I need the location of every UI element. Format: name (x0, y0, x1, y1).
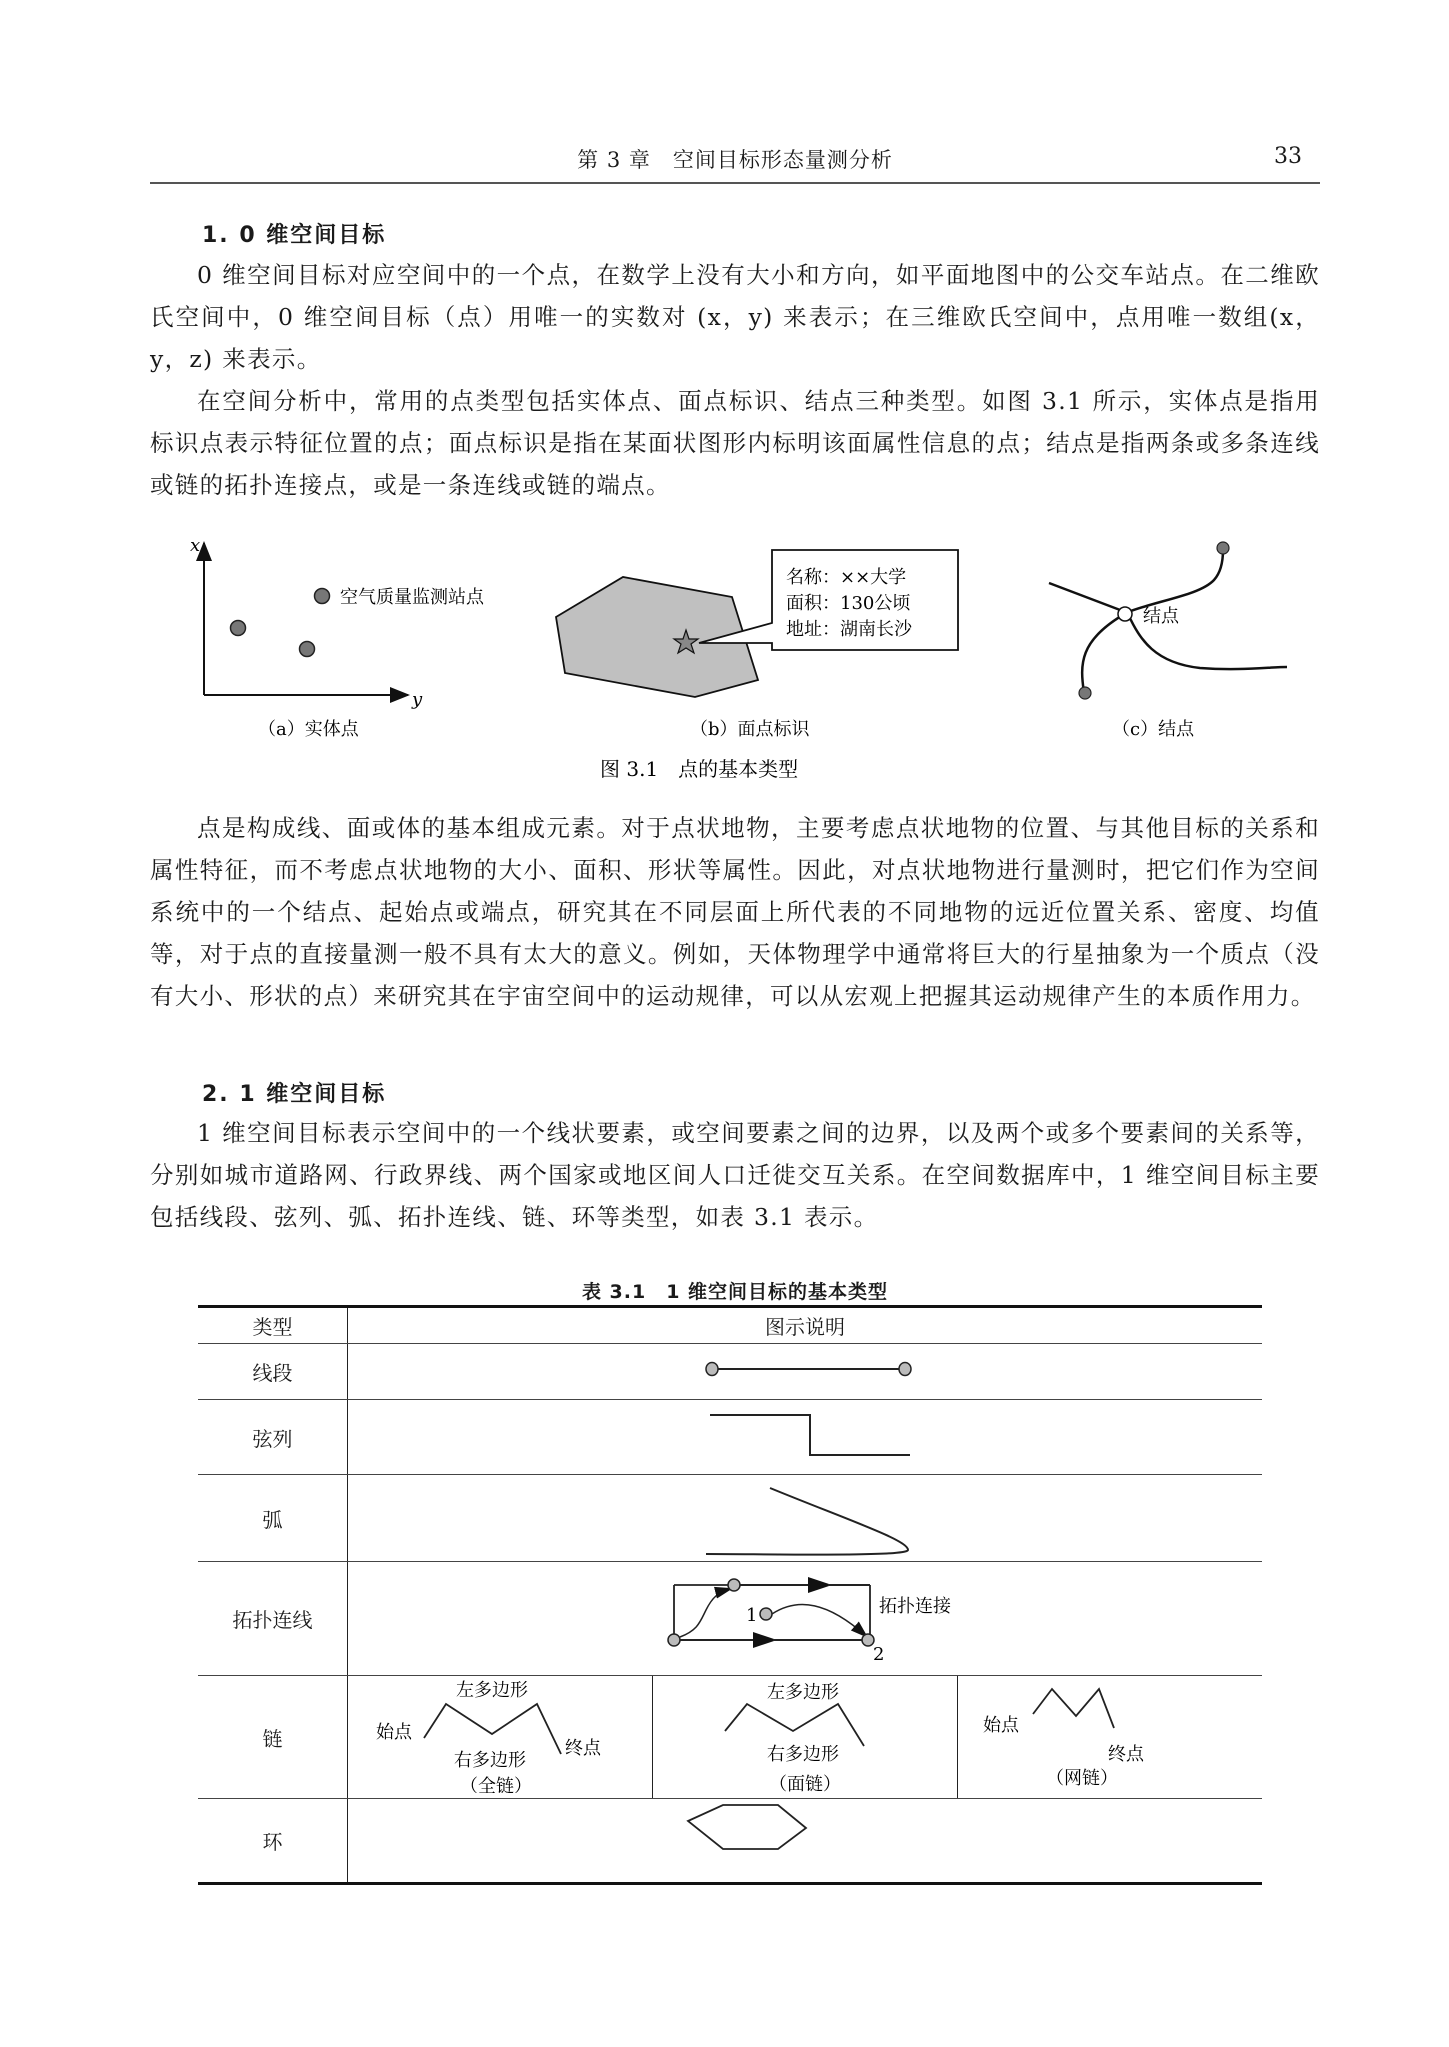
area-chain-graphic (653, 1676, 957, 1793)
ring-graphic (348, 1799, 1262, 1877)
info-area: 面积：130公顷 (786, 593, 911, 614)
left-polygon-label: 左多边形 (456, 1680, 528, 1701)
ring-illustration (348, 1799, 1263, 1884)
end-label: 终点 (565, 1738, 601, 1759)
network-chain-graphic (958, 1676, 1262, 1793)
table-row (198, 1562, 1262, 1676)
paragraph-point-types: 在空间分析中，常用的点类型包括实体点、面点标识、结点三种类型。如图 3.1 所示，实体点是指用标识点表示特征位置的点；面点标识是指在某面状图形内标明该面属性信息的点；结点是指两条或多条连线或链的拓扑连接点，或是一条连线或链的端点。 (150, 387, 1320, 499)
string-illustration (348, 1400, 1263, 1475)
panel-b-area-label-point (556, 550, 958, 781)
table-3-1 (198, 1305, 1262, 1885)
running-head (150, 140, 1320, 184)
figure-3-1-graphic (150, 535, 1320, 790)
start-label: 始点 (983, 1715, 1019, 1736)
row-type: 拓扑连线 (198, 1562, 348, 1676)
topological-link-graphic (348, 1562, 1262, 1670)
arc-graphic (348, 1475, 1262, 1556)
complete-chain-graphic (348, 1676, 652, 1793)
node-label: 结点 (1143, 606, 1179, 627)
line (1049, 583, 1128, 613)
network-chain-illustration (958, 1676, 1263, 1799)
legend-label: 空气质量监测站点 (340, 587, 484, 608)
end-point (1217, 542, 1229, 554)
row-type: 弦列 (198, 1400, 348, 1475)
right-polygon-label: 右多边形 (454, 1750, 526, 1771)
node-circle (1118, 607, 1132, 621)
y-axis-label: y (412, 689, 423, 710)
row-type: 线段 (198, 1344, 348, 1400)
area-chain-label: （面链） (769, 1774, 841, 1793)
table-row (198, 1676, 1262, 1799)
figure-caption: 图 3.1 点的基本类型 (600, 757, 799, 781)
info-address: 地址：湖南长沙 (786, 619, 912, 640)
table-header-row (198, 1307, 1262, 1344)
topological-link-illustration (348, 1562, 1263, 1676)
table-row (198, 1344, 1262, 1400)
panel-b-label: （b）面点标识 (690, 719, 810, 740)
line-segment-illustration (348, 1344, 1263, 1400)
end-node (899, 1363, 911, 1376)
complete-chain-label: （全链） (460, 1776, 532, 1793)
table-row (198, 1475, 1262, 1562)
end-point (1079, 687, 1091, 699)
header-illustration: 图示说明 (348, 1307, 1263, 1344)
chapter-title: 第 3 章 空间目标形态量测分析 (577, 148, 893, 172)
figure-3-1 (150, 535, 1320, 790)
string-graphic (348, 1400, 1262, 1469)
table-row (198, 1400, 1262, 1475)
row-type: 弧 (198, 1475, 348, 1562)
start-label: 始点 (376, 1722, 412, 1743)
complete-chain-illustration (348, 1676, 653, 1799)
monitoring-station-point (300, 642, 315, 657)
right-polygon-label: 右多边形 (767, 1744, 839, 1765)
panel-c-node (1049, 542, 1287, 740)
paragraph-point-measurement: 点是构成线、面或体的基本组成元素。对于点状地物，主要考虑点状地物的位置、与其他目标的关系和属性特征，而不考虑点状地物的大小、面积、形状等属性。因此，对点状地物进行量测时，把它们作为空间系统中的一个结点、起始点或端点，研究其在不同层面上所代表的不同地物的远近位置关系、密度、均值等，对于点的直接量测一般不具有太大的意义。例如，天体物理学中通常将巨大的行星抽象为一个质点（没有大小、形状的点）来研究其在宇宙空间中的运动规律，可以从宏观上把握其运动规律产生的本质作用力。 (150, 814, 1320, 1010)
left-polygon-label: 左多边形 (767, 1682, 839, 1703)
node-1-label: 1 (746, 1605, 758, 1626)
section-heading-1d: 2. 1 维空间目标 (202, 1082, 387, 1107)
info-name: 名称：××大学 (786, 567, 907, 588)
x-axis-label: x (190, 535, 201, 556)
start-node (706, 1363, 718, 1376)
area-chain-illustration (653, 1676, 958, 1799)
panel-a-solid-points (190, 535, 485, 740)
paragraph-0d-definition: 0 维空间目标对应空间中的一个点，在数学上没有大小和方向，如平面地图中的公交车站点。在二维欧氏空间中，0 维空间目标（点）用唯一的实数对 (x，y) 来表示；在三维欧氏空间中，点用唯一数组(x，y，z) 来表示。 (150, 261, 1320, 373)
panel-a-label: （a）实体点 (258, 719, 359, 740)
topological-link-caption: 拓扑连接 (879, 1596, 951, 1617)
monitoring-station-point (231, 621, 246, 636)
page-number: 33 (1274, 144, 1302, 169)
table-row (198, 1799, 1262, 1884)
table-title: 表 3.1 1 维空间目标的基本类型 (581, 1281, 889, 1303)
arc-illustration (348, 1475, 1263, 1562)
row-type: 环 (198, 1799, 348, 1884)
panel-c-label: （c）结点 (1112, 719, 1195, 740)
paragraph-1d-definition: 1 维空间目标表示空间中的一个线状要素，或空间要素之间的边界，以及两个或多个要素间的关系等，分别如城市道路网、行政界线、两个国家或地区间人口迁徙交互关系。在空间数据库中，1 维空间目标主要包括线段、弦列、弧、拓扑连线、链、环等类型，如表 3.1 表示。 (150, 1119, 1320, 1231)
row-type: 链 (198, 1676, 348, 1799)
end-label: 终点 (1108, 1744, 1144, 1765)
node-2-label: 2 (873, 1644, 885, 1665)
header-type: 类型 (198, 1307, 348, 1344)
monitoring-station-point (315, 589, 330, 604)
network-chain-label: （网链） (1046, 1768, 1118, 1789)
section-heading-0d: 1. 0 维空间目标 (202, 223, 387, 248)
line-segment-graphic (348, 1344, 1262, 1394)
